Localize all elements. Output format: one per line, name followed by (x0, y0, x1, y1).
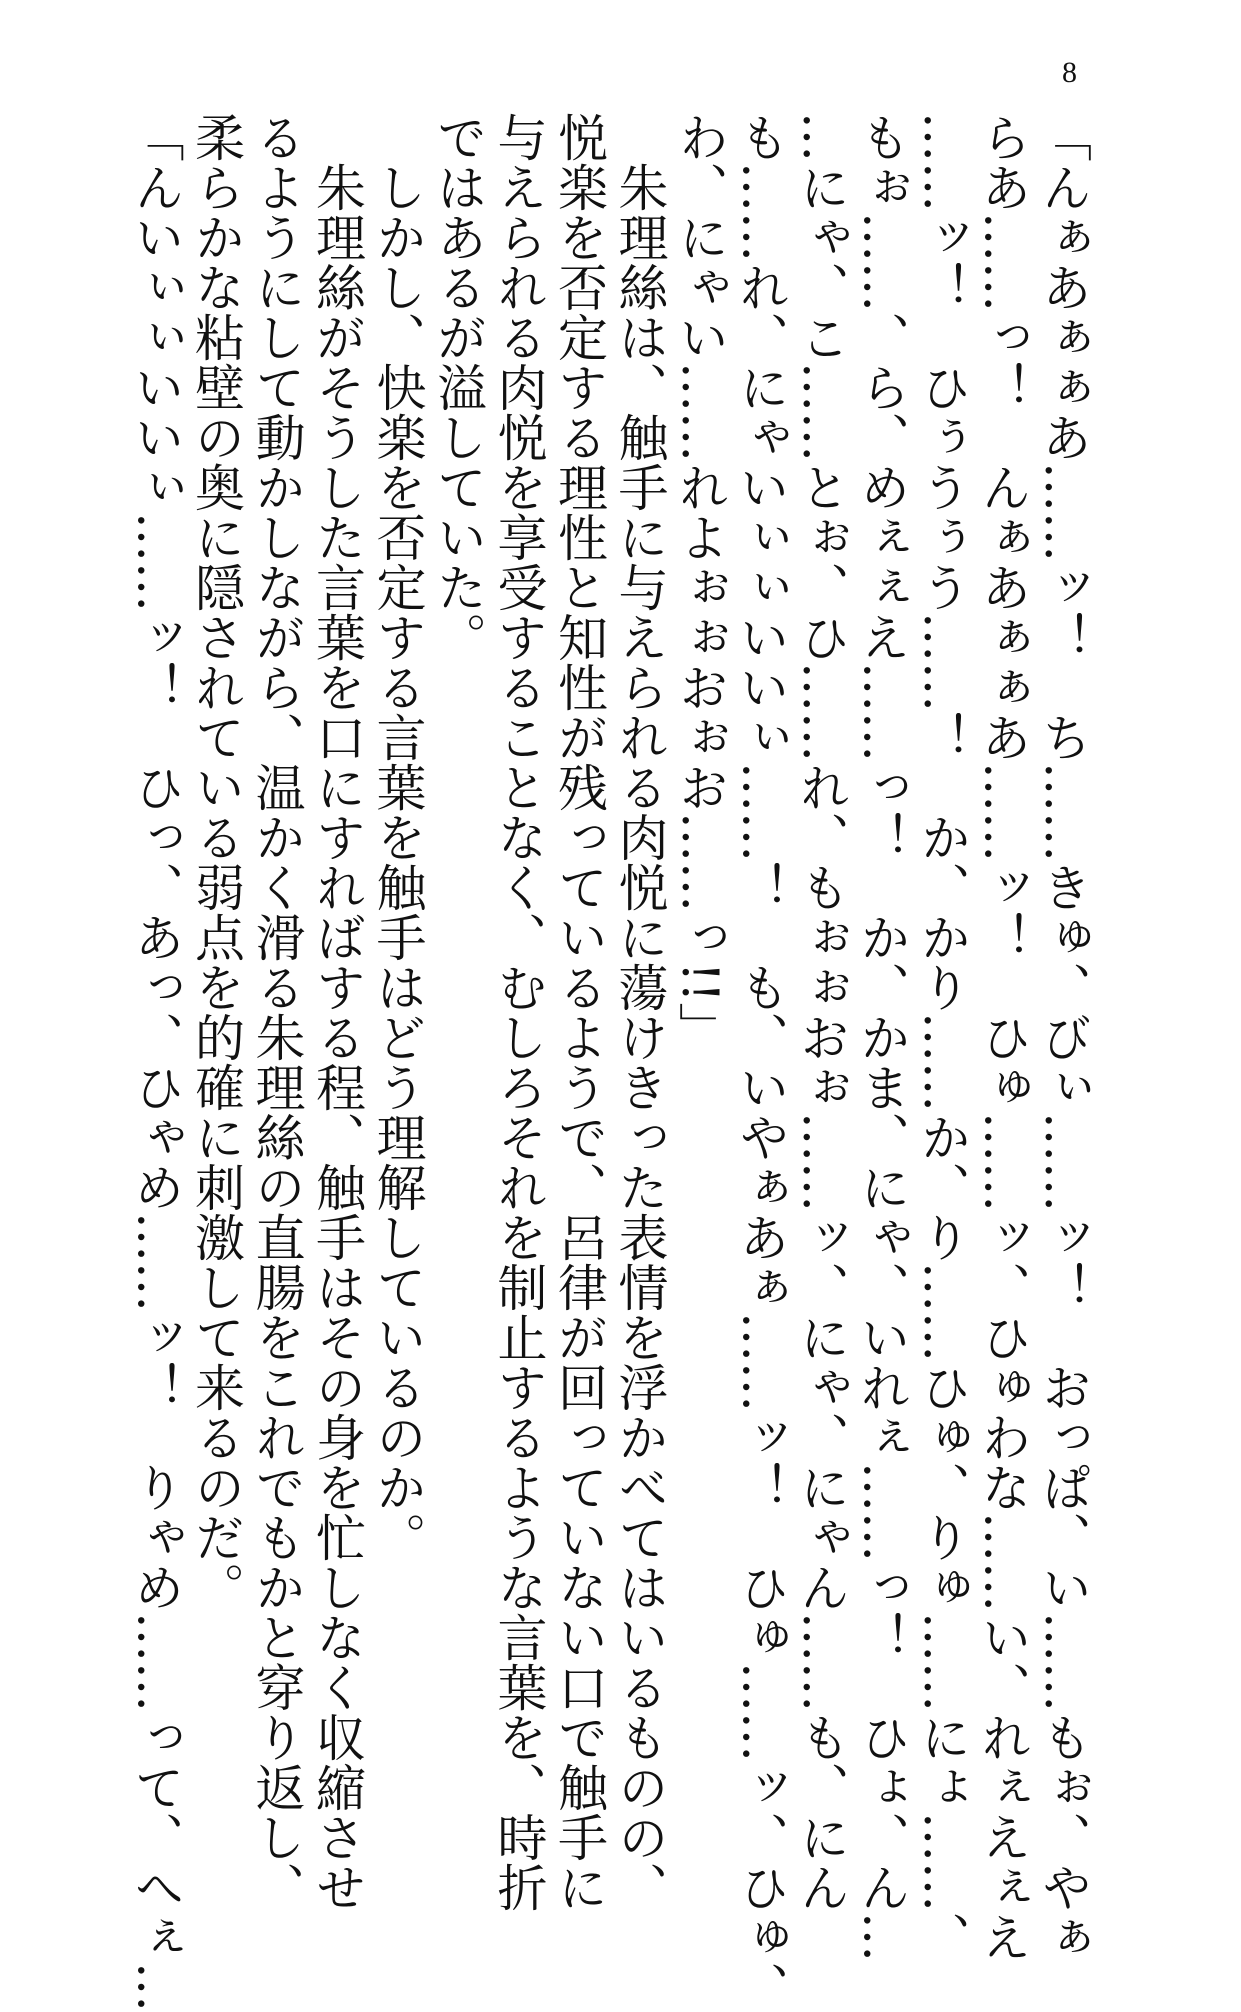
text-line: 悦楽を否定する理性と知性が残っているようで、呂律が回っていない口で触手に (550, 112, 608, 1912)
text-line: …にゃ、こ……とぉ、ひ……れ、もぉぉおぉ……ッ、にゃ、にゃん……も、にん (792, 112, 850, 1912)
text-line: 朱理絲がそうした言葉を口にすればする程、触手はその身を忙しなく収縮させ (308, 112, 366, 1912)
text-line: 与えられる肉悦を享受することなく、むしろそれを制止するような言葉を、時折 (489, 112, 548, 1912)
page-number: 8 (1062, 56, 1077, 89)
text-line: もぉ……、ら、めぇぇえ……っ！ か、かま、にゃ、いれぇ……っ！ ひょ、ん… (852, 112, 911, 1962)
text-line: るようにして動かしながら、温かく滑る朱理絲の直腸をこれでもかと穿り返し、 (247, 112, 306, 1912)
text-line: 「んぁあぁぁあ……ッ！ ち……きゅ、びぃ……ッ！ おっぱ、い……もぉ、やぁ (1034, 112, 1092, 1962)
text-line: も……れ、にゃいぃぃいいぃ……！ も、いやぁあぁ……ッ！ ひゅ……ッ、ひゅ、 (731, 112, 790, 2012)
text-line: らあ……っ！ んぁあぁぁあ……ッ！ ひゅ……ッ、ひゅわな……い、れぇえぇえ (973, 112, 1032, 1962)
text-line: 柔らかな粘壁の奥に隠されている弱点を的確に刺激して来るのだ。 (187, 112, 245, 1612)
text-line: しかし、快楽を否定する言葉を触手はどう理解しているのか。 (368, 112, 427, 1562)
text-line: わ、にゃい……れよぉぉおぉお……っ!!」 (671, 112, 729, 1053)
text-line: 朱理絲は、触手に与えられる肉悦に蕩けきった表情を浮かべてはいるものの、 (610, 112, 669, 1912)
text-line: 「んいぃぃいいぃ……ッ！ ひっ、あっ、ひゃめ……ッ！ りゃめ……って、へぇ… (126, 112, 185, 2012)
body-text (125, 112, 1093, 2012)
text-line: ……ッ！ ひぅうぅう……！ か、かり……か、り……ひゅ、りゅ……にょ……、 (913, 112, 971, 1962)
text-line: ではあるが溢していた。 (429, 112, 487, 662)
